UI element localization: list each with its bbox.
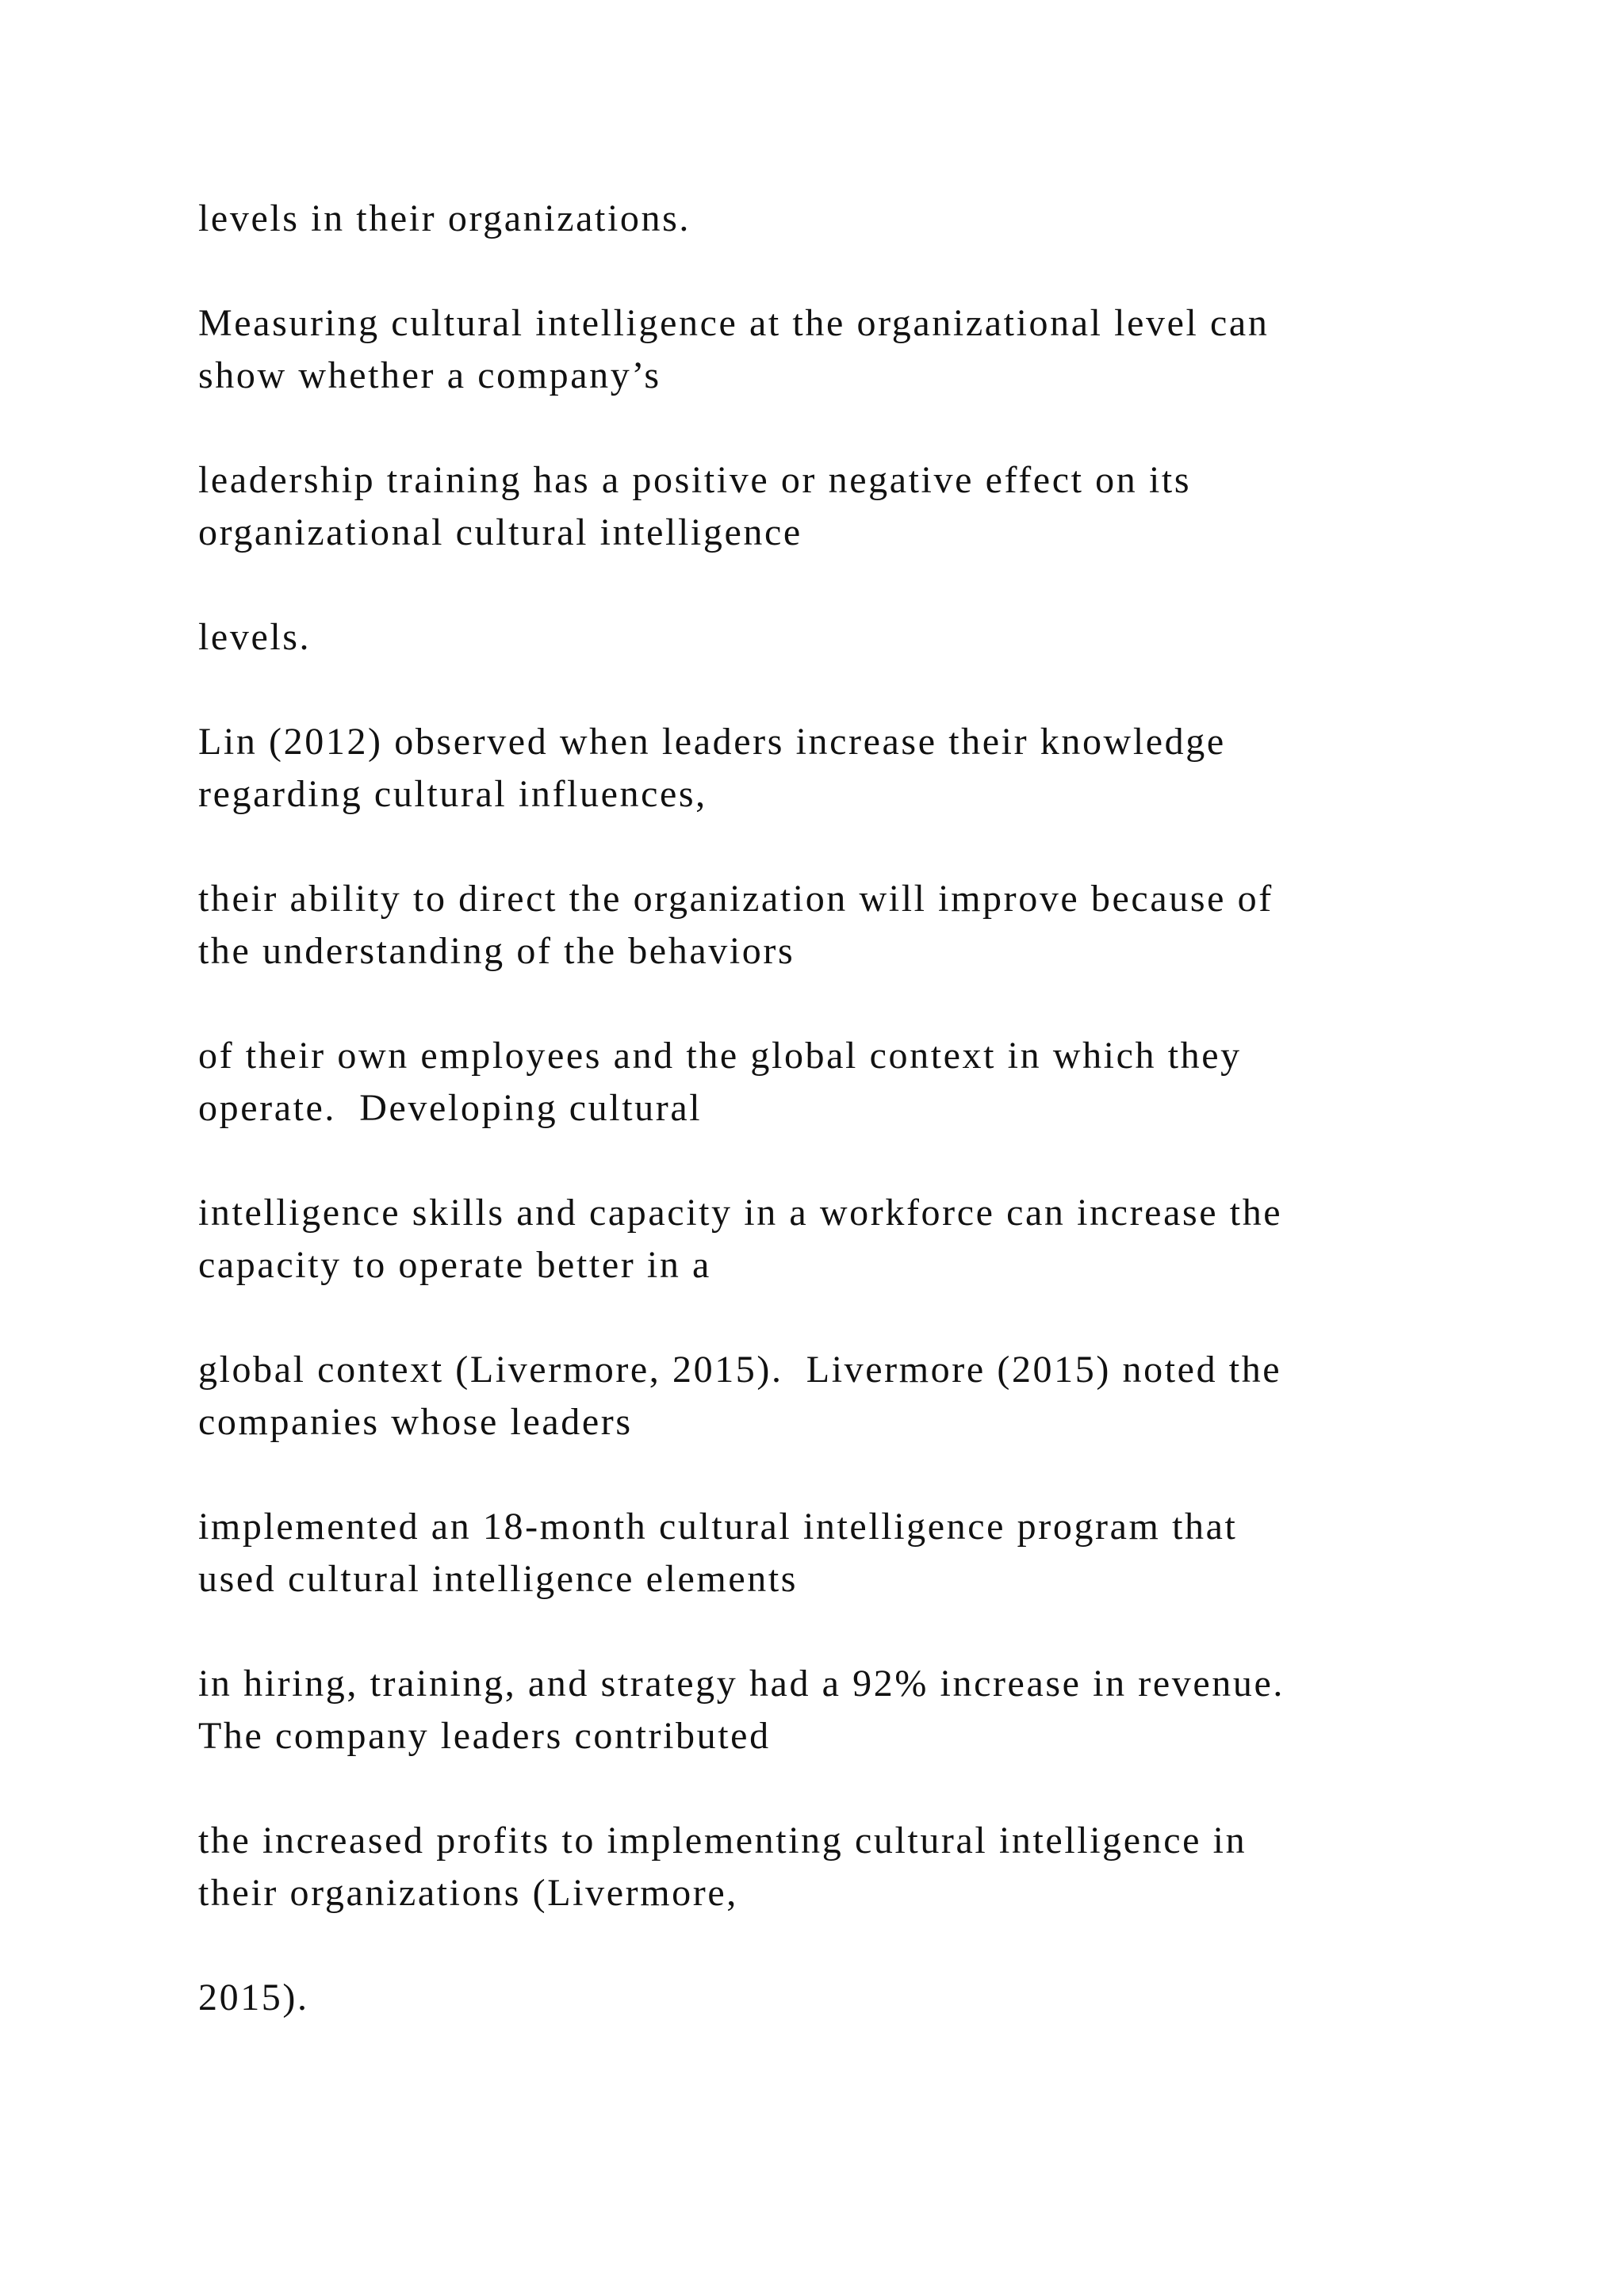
text-line: of their own employees and the global context in which they	[198, 1035, 1242, 1077]
text-line: the increased profits to implementing cultural intelligence in	[198, 1820, 1247, 1862]
paragraph	[198, 454, 1467, 559]
paragraph	[198, 1187, 1467, 1292]
text-line: Lin (2012) observed when leaders increase their knowledge	[198, 721, 1226, 763]
text-line: 2015).	[198, 1976, 309, 2019]
text-line: levels in their organizations.	[198, 197, 691, 239]
text-line: their ability to direct the organization will improve because of	[198, 878, 1274, 920]
text-line: global context (Livermore, 2015). Livermore (2015) noted the	[198, 1349, 1282, 1391]
text-line: operate. Developing cultural	[198, 1087, 703, 1129]
paragraph	[198, 1344, 1467, 1448]
paragraph	[198, 1658, 1467, 1762]
document-body	[198, 193, 1467, 2076]
text-line: regarding cultural influences,	[198, 773, 707, 815]
text-line: levels.	[198, 616, 312, 658]
paragraph	[198, 716, 1467, 821]
paragraph	[198, 193, 1467, 245]
paragraph	[198, 297, 1467, 402]
text-line: Measuring cultural intelligence at the organizational level can	[198, 302, 1270, 344]
text-line: used cultural intelligence elements	[198, 1558, 799, 1600]
text-line: organizational cultural intelligence	[198, 511, 802, 553]
text-line: their organizations (Livermore,	[198, 1872, 738, 1914]
paragraph	[198, 1972, 1467, 2024]
text-line: companies whose leaders	[198, 1401, 633, 1443]
text-line: show whether a company’s	[198, 354, 661, 396]
paragraph	[198, 1815, 1467, 1919]
paragraph	[198, 1501, 1467, 1605]
paragraph	[198, 611, 1467, 664]
paragraph	[198, 1030, 1467, 1135]
text-line: the understanding of the behaviors	[198, 930, 795, 972]
text-line: intelligence skills and capacity in a workforce can increase the	[198, 1192, 1283, 1234]
text-line: The company leaders contributed	[198, 1715, 771, 1757]
text-line: implemented an 18-month cultural intelligence program that	[198, 1506, 1238, 1548]
paragraph	[198, 873, 1467, 978]
text-line: in hiring, training, and strategy had a 92% increase in revenue.	[198, 1663, 1285, 1705]
text-line: leadership training has a positive or negative effect on its	[198, 459, 1192, 501]
text-line: capacity to operate better in a	[198, 1244, 711, 1286]
